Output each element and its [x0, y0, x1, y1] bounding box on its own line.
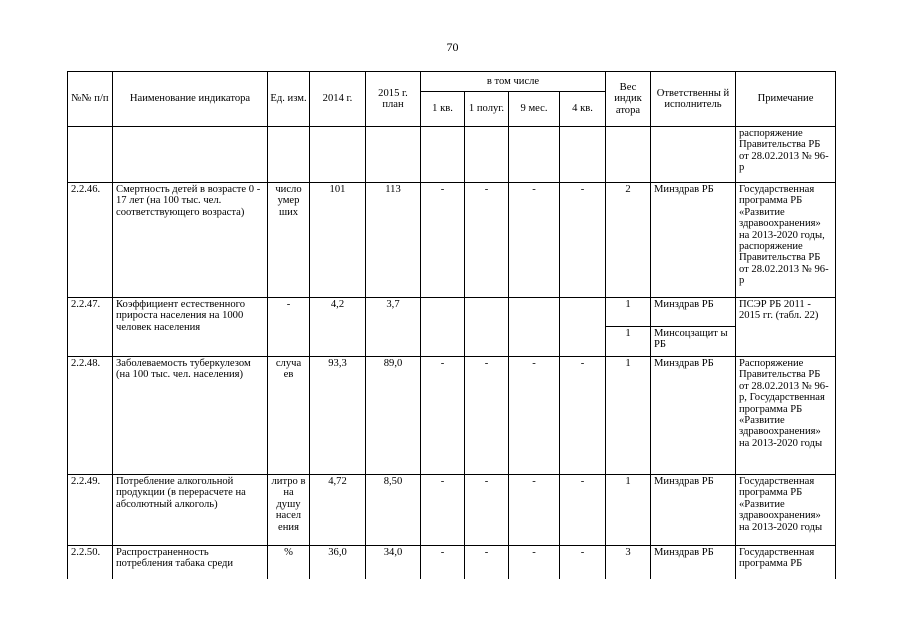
header-num: №№ п/п [68, 72, 113, 127]
weight-cell: 1 [606, 298, 651, 327]
table-row [68, 357, 836, 475]
indicator-name: Заболеваемость туберкулезом (на 100 тыс. чел. населения) [113, 357, 268, 475]
value-q1: - [421, 475, 465, 546]
row-number: 2.2.48. [68, 357, 113, 475]
header-note: Примечание [736, 72, 836, 127]
value-9-months: - [509, 475, 560, 546]
row-number: 2.2.47. [68, 298, 113, 357]
value-9-months: - [509, 357, 560, 475]
header-2014: 2014 г. [310, 72, 366, 127]
unit-cell: - [268, 298, 310, 357]
value-q1: - [421, 183, 465, 298]
responsible-cell: Минздрав РБ [651, 183, 736, 298]
value-q1 [421, 298, 465, 357]
weight-cell: 1 [606, 357, 651, 475]
header-2015-plan: 2015 г. план [366, 72, 421, 127]
value-2015: 3,7 [366, 298, 421, 357]
indicator-name: Распространенность потребления табака среди [113, 546, 268, 579]
value-q4: - [560, 546, 606, 579]
value-q4: - [560, 183, 606, 298]
unit-cell: % [268, 546, 310, 579]
table-row [68, 298, 836, 327]
header-unit: Ед. изм. [268, 72, 310, 127]
header-weight: Вес индик атора [606, 72, 651, 127]
table-row [68, 183, 836, 298]
value-2014: 4,72 [310, 475, 366, 546]
value-9-months: - [509, 546, 560, 579]
table-row [68, 546, 836, 579]
header-q4: 4 кв. [560, 92, 606, 127]
weight-cell: 2 [606, 183, 651, 298]
value-2014: 93,3 [310, 357, 366, 475]
unit-cell: число умер ших [268, 183, 310, 298]
value-q4 [560, 298, 606, 357]
value-q4: - [560, 475, 606, 546]
responsible-cell: Минздрав РБ [651, 546, 736, 579]
responsible-cell: Минздрав РБ [651, 298, 736, 327]
value-2014: 36,0 [310, 546, 366, 579]
value-q4: - [560, 357, 606, 475]
unit-cell: литро в на душу насел ения [268, 475, 310, 546]
indicators-table [67, 71, 836, 579]
value-2014: 4,2 [310, 298, 366, 357]
indicator-name: Коэффициент естественного прироста населения на 1000 человек населения [113, 298, 268, 357]
value-2015: 89,0 [366, 357, 421, 475]
note-cell: Распоряжение Правительства РБ от 28.02.2013 № 96-р, Государственная программа РБ «Развитие здравоохранения» на 2013-2020 годы [736, 357, 836, 475]
value-2014: 101 [310, 183, 366, 298]
value-9-months: - [509, 183, 560, 298]
value-half-year: - [465, 357, 509, 475]
value-q1: - [421, 357, 465, 475]
note-cell: ПСЭР РБ 2011 - 2015 гг. (табл. 22) [736, 298, 836, 357]
indicator-name: Смертность детей в возрасте 0 - 17 лет (на 100 тыс. чел. соответствующего возраста) [113, 183, 268, 298]
value-9-months [509, 298, 560, 357]
note-cell: Государственная программа РБ «Развитие здравоохранения» на 2013-2020 годы [736, 475, 836, 546]
value-2015: 113 [366, 183, 421, 298]
row-number: 2.2.49. [68, 475, 113, 546]
row-number: 2.2.50. [68, 546, 113, 579]
value-2015: 34,0 [366, 546, 421, 579]
header-9-months: 9 мес. [509, 92, 560, 127]
value-q1: - [421, 546, 465, 579]
header-name: Наименование индикатора [113, 72, 268, 127]
table-row [68, 127, 836, 183]
responsible-cell: Минздрав РБ [651, 475, 736, 546]
weight-cell: 1 [606, 327, 651, 357]
value-half-year: - [465, 475, 509, 546]
row-number: 2.2.46. [68, 183, 113, 298]
responsible-cell: Минздрав РБ [651, 357, 736, 475]
weight-cell: 1 [606, 475, 651, 546]
value-half-year: - [465, 183, 509, 298]
value-half-year [465, 298, 509, 357]
header-q1: 1 кв. [421, 92, 465, 127]
header-half-year: 1 полуг. [465, 92, 509, 127]
header-including: в том числе [421, 72, 606, 92]
indicator-name: Потребление алкогольной продукции (в перерасчете на абсолютный алкоголь) [113, 475, 268, 546]
unit-cell: случа ев [268, 357, 310, 475]
weight-cell: 3 [606, 546, 651, 579]
header-responsible: Ответственны й исполнитель [651, 72, 736, 127]
note-cell: распоряжение Правительства РБ от 28.02.2013 № 96-р [736, 127, 836, 183]
note-cell: Государственная программа РБ «Развитие здравоохранения» на 2013-2020 годы, распоряжение Правительства РБ от 28.02.2013 № 96-р [736, 183, 836, 298]
value-2015: 8,50 [366, 475, 421, 546]
responsible-cell: Минсоцзащит ы РБ [651, 327, 736, 357]
table-row [68, 475, 836, 546]
note-cell: Государственная программа РБ [736, 546, 836, 579]
value-half-year: - [465, 546, 509, 579]
page-number: 70 [446, 40, 459, 54]
